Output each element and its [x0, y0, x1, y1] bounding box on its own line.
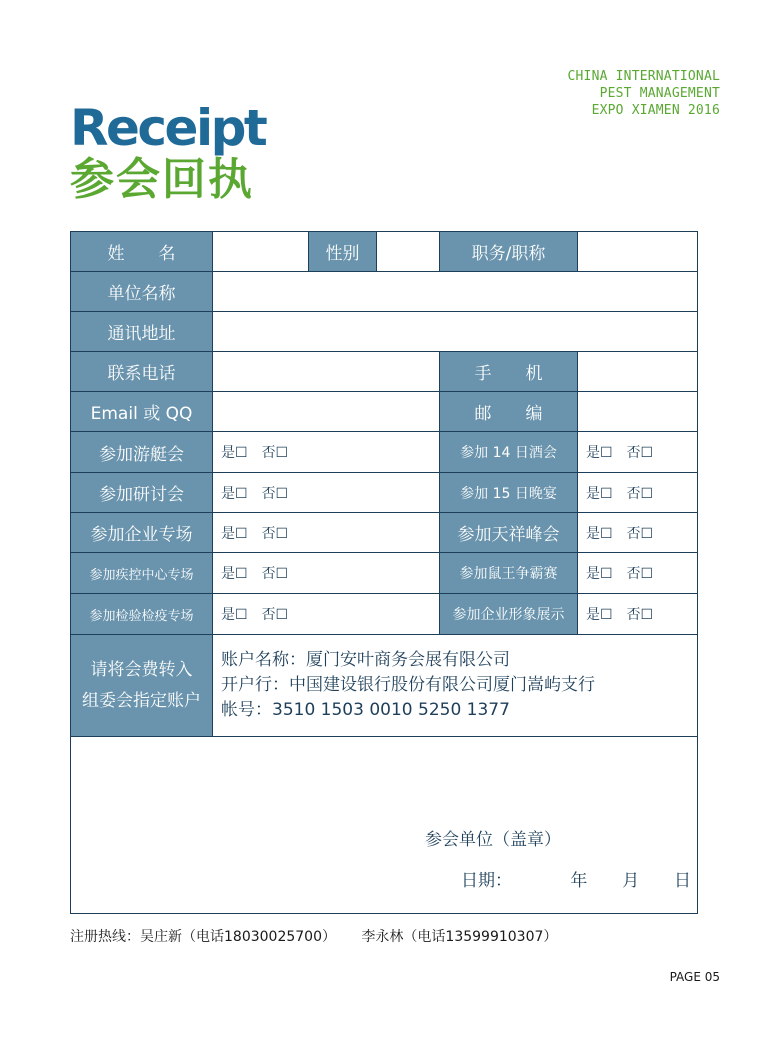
company-label: 单位名称 — [71, 272, 213, 312]
expo-line-1: CHINA INTERNATIONAL — [567, 69, 720, 84]
yacht-checkbox[interactable]: 是☐ 否☐ — [213, 432, 440, 473]
tianxiang-label: 参加天祥峰会 — [440, 513, 578, 553]
seminar-label: 参加研讨会 — [71, 473, 213, 513]
dinner15-checkbox[interactable]: 是☐ 否☐ — [578, 473, 697, 513]
title-english: Receipt — [70, 99, 266, 157]
email-label: Email 或 QQ — [71, 392, 213, 432]
bank-account-info — [213, 635, 697, 737]
rat-king-checkbox[interactable]: 是☐ 否☐ — [578, 553, 697, 594]
mobile-field[interactable] — [578, 352, 697, 392]
postcode-field[interactable] — [578, 392, 697, 432]
image-show-checkbox[interactable]: 是☐ 否☐ — [578, 594, 697, 635]
phone-field[interactable] — [213, 352, 440, 392]
transfer-label — [71, 635, 213, 737]
seal-label: 参会单位（盖章） — [425, 830, 561, 850]
gender-label: 性别 — [309, 232, 377, 272]
position-label: 职务/职称 — [440, 232, 578, 272]
transfer-label-line-1: 请将会费转入 — [90, 659, 193, 680]
transfer-label-line-2: 组委会指定账户 — [82, 690, 201, 711]
date-line — [461, 866, 691, 891]
account-name: 账户名称：厦门安叶商务会展有限公司 — [221, 650, 510, 670]
registration-hotline: 注册热线：吴庄新（电话18030025700） 李永林（电话13599910307） — [70, 929, 558, 945]
name-field[interactable] — [213, 232, 309, 272]
address-field[interactable] — [213, 312, 697, 352]
name-label: 姓 名 — [71, 232, 213, 272]
account-number: 帐号：3510 1503 0010 5250 1377 — [221, 700, 510, 720]
bank-name: 开户行：中国建设银行股份有限公司厦门嵩屿支行 — [221, 675, 595, 695]
dinner15-label: 参加 15 日晚宴 — [440, 473, 578, 513]
page-number: PAGE 05 — [669, 970, 720, 984]
postcode-label: 邮 编 — [440, 392, 578, 432]
date-day: 日 — [674, 871, 691, 891]
tianxiang-checkbox[interactable]: 是☐ 否☐ — [578, 513, 697, 553]
image-show-label: 参加企业形象展示 — [440, 594, 578, 635]
company-field[interactable] — [213, 272, 697, 312]
enterprise-session-checkbox[interactable]: 是☐ 否☐ — [213, 513, 440, 553]
expo-title — [520, 68, 720, 119]
yacht-label: 参加游艇会 — [71, 432, 213, 473]
email-field[interactable] — [213, 392, 440, 432]
cdc-session-checkbox[interactable]: 是☐ 否☐ — [213, 553, 440, 594]
expo-line-3: EXPO XIAMEN 2016 — [591, 103, 720, 118]
phone-label: 联系电话 — [71, 352, 213, 392]
address-label: 通讯地址 — [71, 312, 213, 352]
date-year: 年 — [570, 871, 588, 891]
cdc-session-label: 参加疾控中心专场 — [71, 553, 213, 594]
enterprise-session-label: 参加企业专场 — [71, 513, 213, 553]
expo-line-2: PEST MANAGEMENT — [599, 86, 720, 101]
banquet14-label: 参加 14 日酒会 — [440, 432, 578, 473]
banquet14-checkbox[interactable]: 是☐ 否☐ — [578, 432, 697, 473]
inspection-session-label: 参加检验检疫专场 — [71, 594, 213, 635]
mobile-label: 手 机 — [440, 352, 578, 392]
receipt-form — [70, 231, 698, 914]
date-label: 日期： — [461, 871, 512, 891]
inspection-session-checkbox[interactable]: 是☐ 否☐ — [213, 594, 440, 635]
title-chinese: 参会回执 — [70, 154, 254, 205]
gender-field[interactable] — [377, 232, 440, 272]
rat-king-label: 参加鼠王争霸赛 — [440, 553, 578, 594]
position-field[interactable] — [578, 232, 697, 272]
seminar-checkbox[interactable]: 是☐ 否☐ — [213, 473, 440, 513]
date-month: 月 — [622, 871, 640, 891]
